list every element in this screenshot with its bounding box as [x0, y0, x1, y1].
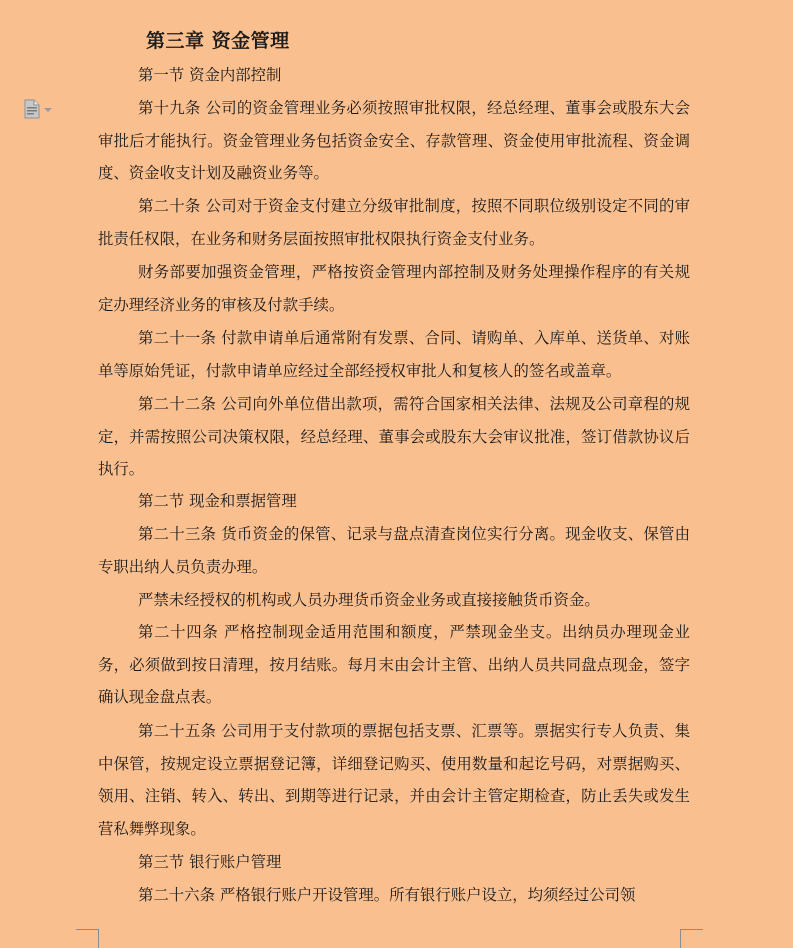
- body-paragraph: 第二十三条 货币资金的保管、记录与盘点清查岗位实行分离。现金收支、保管由专职出纳人员负责办理。: [98, 525, 690, 576]
- page-margin-corner-mark: [76, 929, 99, 948]
- page-margin-corner-mark: [680, 929, 703, 948]
- section-heading: 第二节 现金和票据管理: [138, 492, 297, 510]
- body-paragraph: 第十九条 公司的资金管理业务必须按照审批权限，经总经理、董事会或股东大会审批后才能执行。资金管理业务包括资金安全、存款管理、资金使用审批流程、资金调度、资金收支计划及融资业务等。: [98, 99, 690, 183]
- document-paragraph-icon: [24, 99, 40, 119]
- body-paragraph: 第二十四条 严格控制现金适用范围和额度，严禁现金坐支。出纳员办理现金业务，必须做到按日清理，按月结账。每月末由会计主管、出纳人员共同盘点现金，签字确认现金盘点表。: [98, 623, 690, 707]
- body-paragraph: 第二十条 公司对于资金支付建立分级审批制度，按照不同职位级别设定不同的审批责任权限，在业务和财务层面按照审批权限执行资金支付业务。: [98, 197, 690, 248]
- body-paragraph: 严禁未经授权的机构或人员办理货币资金业务或直接接触货币资金。: [138, 591, 600, 609]
- section-heading: 第一节 资金内部控制: [138, 66, 282, 84]
- body-paragraph: 第二十六条 严格银行账户开设管理。所有银行账户设立，均须经过公司领: [138, 886, 636, 904]
- body-paragraph: 第二十五条 公司用于支付款项的票据包括支票、汇票等。票据实行专人负责、集中保管，按规定设立票据登记簿，详细登记购买、使用数量和起讫号码，对票据购买、领用、注销、转入、转出、到期等进行记录，并由会计主管定期检查，防止丢失或发生营私舞弊现象。: [98, 722, 690, 839]
- paragraph-options-button[interactable]: [24, 98, 64, 120]
- section-heading: 第三节 银行账户管理: [138, 853, 282, 871]
- body-paragraph: 第二十一条 付款申请单后通常附有发票、合同、请购单、入库单、送货单、对账单等原始凭证，付款申请单应经过全部经授权审批人和复核人的签名或盖章。: [98, 329, 690, 380]
- body-paragraph: 财务部要加强资金管理，严格按资金管理内部控制及财务处理操作程序的有关规定办理经济业务的审核及付款手续。: [98, 263, 690, 314]
- chevron-down-icon: [44, 108, 52, 112]
- chapter-title: 第三章 资金管理: [146, 30, 290, 52]
- body-paragraph: 第二十二条 公司向外单位借出款项，需符合国家相关法律、法规及公司章程的规定，并需按照公司决策权限，经总经理、董事会或股东大会审议批准，签订借款协议后执行。: [98, 395, 690, 479]
